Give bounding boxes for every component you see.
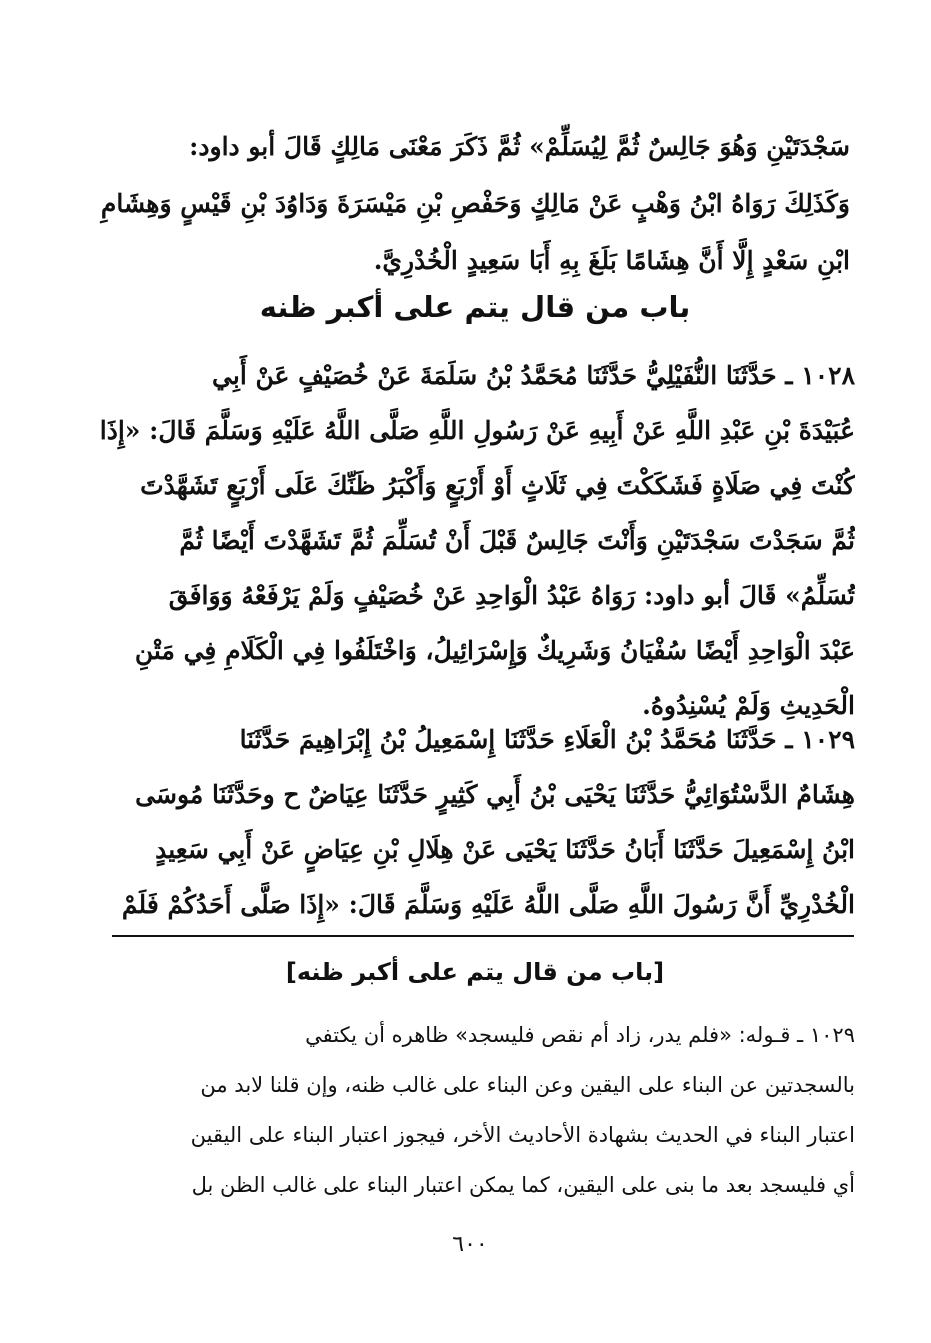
text-line: أي فليسجد بعد ما بنى على اليقين، كما يمكن اعتبار البناء على غالب الظن بل	[191, 1173, 855, 1197]
text-line: ابْنُ إِسْمَعِيلَ حَدَّثَنَا أَبَانُ حَدَّثَنَا يَحْيَى عَنْ هِلَالِ بْنِ عِيَاضٍ عَنْ أَبِي سَعِيدٍ	[155, 835, 855, 864]
text-line: ثُمَّ سَجَدْتَ سَجْدَتَيْنِ وَأَنْتَ جَالِسٌ قَبْلَ أَنْ تُسَلِّمَ ثُمَّ تَشَهَّدْتَ أَيْضًا ثُمَّ	[179, 526, 855, 555]
text-line: بالسجدتين عن البناء على اليقين وعن البناء على غالب ظنه، وإن قلنا لابد من	[200, 1073, 855, 1097]
text-line: ١٠٢٩ ـ حَدَّثَنَا مُحَمَّدُ بْنُ الْعَلَاءِ حَدَّثَنَا إِسْمَعِيلُ بْنُ إِبْرَاهِيمَ حَدَّثَنَا	[239, 725, 855, 754]
commentary-text	[110, 1010, 855, 1210]
commentary-heading: [باب من قال يتم على أكبر ظنه]	[285, 958, 665, 986]
text-line: ابْنِ سَعْدٍ إِلَّا أَنَّ هِشَامًا بَلَغَ بِهِ أَبَا سَعِيدٍ الْخُدْرِيَّ.	[373, 246, 850, 275]
text-line: كُنْتَ فِي صَلَاةٍ فَشَكَكْتَ فِي ثَلَاثٍ أَوْ أَرْبَعٍ وَأَكْبَرُ ظَنِّكَ عَلَى أَرْبَعٍ تَشَهَّدْتَ	[140, 471, 855, 500]
text-line: ١٠٢٨ ـ حَدَّثَنَا النُّفَيْلِيُّ حَدَّثَنَا مُحَمَّدُ بْنُ سَلَمَةَ عَنْ خُصَيْفٍ عَنْ أَبِي	[212, 361, 855, 390]
text-line: اعتبار البناء في الحديث بشهادة الأحاديث الأخر، فيجوز اعتبار البناء على اليقين	[190, 1123, 855, 1147]
text-line: سَجْدَتَيْنِ وَهُوَ جَالِسٌ ثُمَّ لِيُسَلِّمْ» ثُمَّ ذَكَرَ مَعْنَى مَالِكٍ قَالَ أبو داود:	[189, 132, 850, 161]
text-line: وَكَذَلِكَ رَوَاهُ ابْنُ وَهْبٍ عَنْ مَالِكٍ وَحَفْصِ بْنِ مَيْسَرَةَ وَدَاوُدَ بْنِ قَيْسٍ وَهِشَامِ	[100, 189, 850, 218]
continued-hadith-text	[95, 118, 850, 289]
hadith-1029	[95, 712, 855, 932]
chapter-heading: باب من قال يتم على أكبر ظنه	[259, 290, 691, 324]
text-line: تُسَلِّمُ» قَالَ أبو داود: رَوَاهُ عَبْدُ الْوَاحِدِ عَنْ خُصَيْفٍ وَلَمْ يَرْفَعْهُ وَوَافَقَ	[168, 581, 855, 610]
text-line: الْحَدِيثِ وَلَمْ يُسْنِدُوهُ.	[642, 691, 855, 720]
text-line: ١٠٢٩ ـ قـوله: «فلم يدر، زاد أم نقص فليسجد» ظاهره أن يكتفي	[305, 1023, 855, 1047]
text-line: عُبَيْدَةَ بْنِ عَبْدِ اللَّهِ عَنْ أَبِيهِ عَنْ رَسُولِ اللَّهِ صَلَّى اللَّهُ عَلَيْهِ وَسَلَّمَ قَالَ: «إِذَا	[99, 416, 855, 445]
text-line: الْخُدْرِيِّ أَنَّ رَسُولَ اللَّهِ صَلَّى اللَّهُ عَلَيْهِ وَسَلَّمَ قَالَ: «إِذَا صَلَّى أَحَدُكُمْ فَلَمْ	[121, 890, 855, 919]
hadith-1028	[95, 348, 855, 733]
text-line: هِشَامٌ الدَّسْتُوَائِيُّ حَدَّثَنَا يَحْيَى بْنُ أَبِي كَثِيرٍ حَدَّثَنَا عِيَاضٌ ح وحَدَّثَنَا مُوسَى	[135, 780, 855, 809]
text-line: عَبْدَ الْوَاحِدِ أَيْضًا سُفْيَانُ وَشَرِيكٌ وَإِسْرَائِيلُ، وَاخْتَلَفُوا فِي الْكَلَامِ فِي مَتْنِ	[134, 636, 855, 665]
page-number: ٦٠٠	[452, 1232, 488, 1257]
footnote-divider	[112, 935, 854, 937]
